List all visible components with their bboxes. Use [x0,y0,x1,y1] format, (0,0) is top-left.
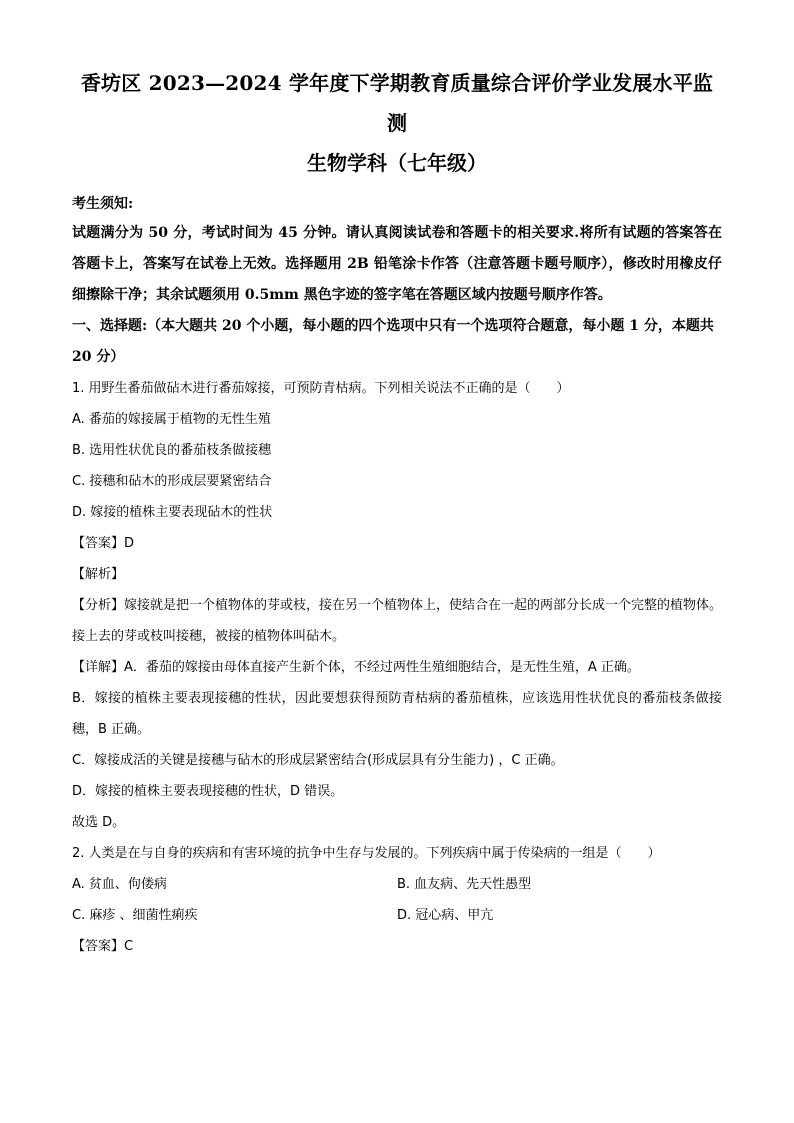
option-d: D. 冠心病、甲亢 [397,908,494,923]
analysis-label: 【解析】 [72,567,125,582]
analysis-detail-b: B．嫁接的植株主要表现接穗的性状，因此要想获得预防青枯病的番茄植株，应该选用性状优良的番茄枝条做接穗，B 正确。 [72,691,722,737]
option-c: C. 麻疹 、细菌性痢疾 [72,908,198,923]
notice-body: 试题满分为 50 分，考试时间为 45 分钟。请认真阅读试卷和答题卡的相关要求.将所有试题的答案答在答题卡上，答案写在试卷上无效。选择题用 2B 铅笔涂卡作答（注意答题卡题号顺序），修改时用橡皮仔细擦除干净；其余试题须用 0.5mm 黑色字迹的签字笔在答题区域内按题号顺序作答。 [72,225,722,303]
analysis-detail-d: D．嫁接的植株主要表现接穗的性状，D 错误。 [72,784,344,799]
conclusion: 故选 D。 [72,815,126,830]
notice-heading: 考生须知: [72,196,134,212]
subject-subtitle: 生物学科（七年级） [307,151,487,175]
option-row [72,900,722,931]
question-1 [72,373,722,838]
title-line-2: 测 [387,111,407,135]
answer-label: 【答案】D [72,536,135,551]
exam-page [72,68,722,962]
question-2 [72,838,722,962]
option-b: B. 血友病、先天性愚型 [397,877,532,892]
analysis-fenxi: 【分析】嫁接就是把一个植物体的芽或枝，接在另一个植物体上，使结合在一起的两部分长成一个完整的植物体。接上去的芽或枝叫接穗，被接的植物体叫砧木。 [72,598,723,644]
question-stem: 1. 用野生番茄做砧木进行番茄嫁接，可预防青枯病。下列相关说法不正确的是（ ） [72,381,570,396]
section-heading-choice: 一、选择题:（本大题共 20 个小题，每小题的四个选项中只有一个选项符合题意，每小题 1 分，本题共 20 分） [72,318,714,365]
option-a: A. 贫血、佝偻病 [72,877,167,892]
answer-label: 【答案】C [72,939,134,954]
option-c: C. 接穗和砧木的形成层要紧密结合 [72,474,272,489]
option-row [72,869,722,900]
analysis-detail-c: C．嫁接成活的关键是接穗与砧木的形成层紧密结合(形成层具有分生能力) ，C 正确。 [72,753,564,768]
page-title [72,68,722,138]
title-line-1: 香坊区 2023—2024 学年度下学期教育质量综合评价学业发展水平监 [80,71,714,95]
option-a: A. 番茄的嫁接属于植物的无性生殖 [72,412,271,427]
question-stem: 2. 人类是在与自身的疾病和有害环境的抗争中生存与发展的。下列疾病中属于传染病的一组是（ ） [72,846,661,861]
analysis-detail-a: 【详解】A．番茄的嫁接由母体直接产生新个体，不经过两性生殖细胞结合，是无性生殖，A 正确。 [72,660,640,675]
option-b: B. 选用性状优良的番茄枝条做接穗 [72,443,272,458]
option-d: D. 嫁接的植株主要表现砧木的性状 [72,505,273,520]
